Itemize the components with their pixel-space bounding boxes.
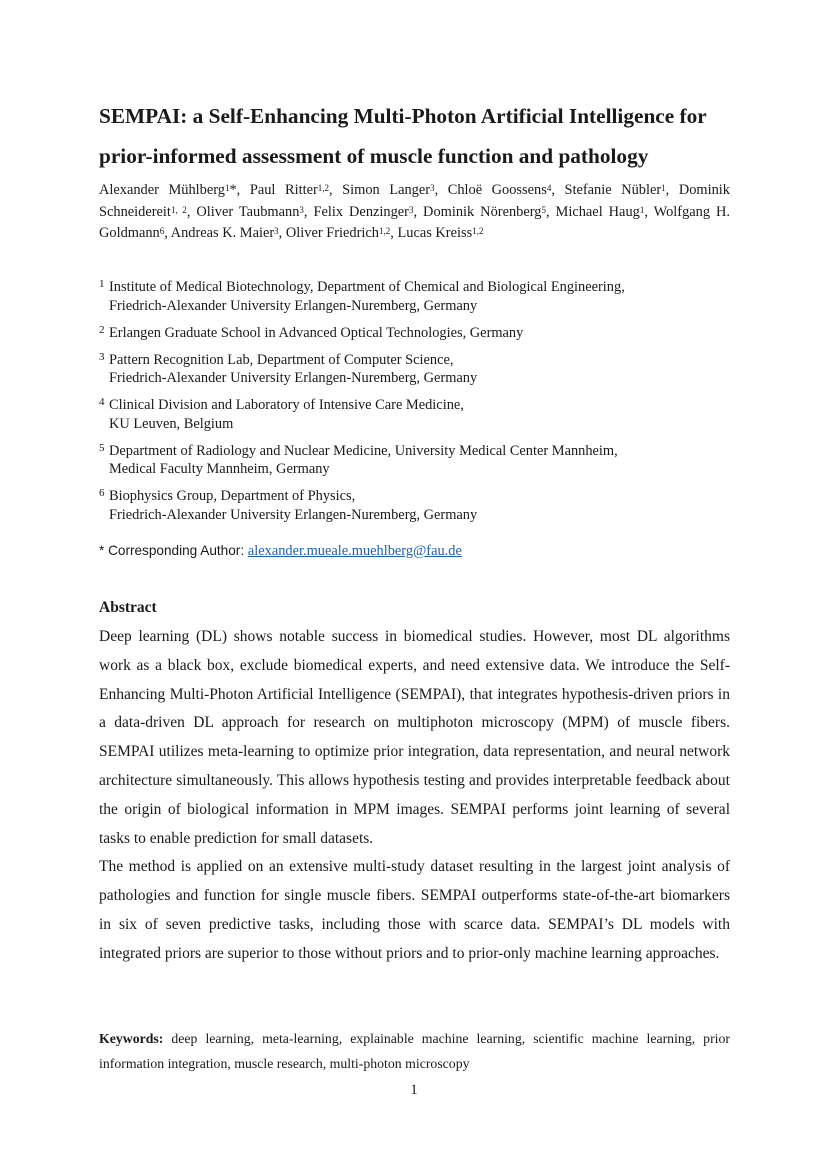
affiliation-number: 3 [99, 350, 105, 363]
abstract-paragraph: The method is applied on an extensive multi-study dataset resulting in the largest joint analysis of pathologies and function for single muscle fibers. SEMPAI outperforms state-of-the-art biomarkers in six of seven predictive tasks, including those with scarce data. SEMPAI’s DL models with integrated priors are superior to those without priors and to prior-only machine learning approaches. [99, 858, 730, 962]
author: Andreas K. Maier$^3$, [170, 225, 286, 241]
affiliation-number: 4 [99, 396, 105, 408]
abstract-paragraph: Deep learning (DL) shows notable success in biomedical studies. However, most DL algorithms work as a black box, exclude biomedical experts, and need extensive data. We introduce the Self-Enhancing Multi-Photon Artificial Intelligence (SEMPAI), that integrates hypothesis-driven priors in a data-driven DL approach for research on multiphoton microscopy (MPM) of muscle fibers. SEMPAI utilizes meta-learning to optimize prior integration, data representation, and neural network architecture simultaneously. This allows hypothesis testing and provides interpretable feedback about the origin of biological information in MPM images. SEMPAI performs joint learning of several tasks to enable prediction for small datasets. [99, 628, 730, 847]
author: Wolfgang H. Goldmann$^6$, [99, 203, 731, 241]
abstract-heading: Abstract [99, 599, 157, 616]
affiliation-line: Erlangen Graduate School in Advanced Optical Technologies, Germany [109, 324, 524, 341]
keywords-text: deep learning, meta-learning, explainable machine learning, scientific machine learning, prior information integration, muscle research, multi-photon microscopy [99, 1031, 730, 1071]
abstract-body [99, 623, 730, 969]
affiliation-number: 2 [99, 323, 105, 336]
page-number: 1 [410, 1082, 418, 1098]
author: Lucas Kreiss$^{1,2}$ [397, 225, 484, 241]
affiliation-line: Friedrich-Alexander University Erlangen-Nuremberg, Germany [109, 370, 478, 386]
author: Simon Langer$^3$, [342, 182, 448, 198]
author: Stefanie Nübler$^1$, [564, 182, 679, 198]
affiliation-6 [99, 487, 730, 524]
affiliation-4 [99, 396, 730, 433]
keywords [99, 1027, 730, 1076]
affiliation-line: Pattern Recognition Lab, Department of Computer Science, [109, 351, 454, 368]
affiliation-list [99, 278, 730, 533]
paper-title: SEMPAI: a Self-Enhancing Multi-Photon Artificial Intelligence for prior-informed assessment of muscle function and pathology [99, 104, 707, 168]
author: Chloë Goossens$^4$, [447, 182, 565, 198]
affiliation-number: 5 [99, 441, 105, 454]
author: Dominik Schneidereit$^{1, 2}$, [99, 182, 730, 220]
author: Oliver Friedrich$^{1,2}$, [285, 225, 398, 241]
author: Oliver Taubmann$^3$, [196, 203, 314, 220]
keywords-label: Keywords: [99, 1031, 164, 1046]
author: Alexander Mühlberg$^1$*, [99, 182, 250, 198]
author: Paul Ritter$^{1,2}$, [249, 182, 343, 198]
corresponding-email-link[interactable]: alexander.mueale.muehlberg@fau.de [247, 543, 462, 559]
affiliation-2 [99, 324, 730, 343]
corresponding-author [99, 541, 730, 561]
affiliation-number: 6 [99, 487, 105, 499]
affiliation-line: Friedrich-Alexander University Erlangen-Nuremberg, Germany [109, 506, 478, 523]
affiliation-line: Clinical Division and Laboratory of Intensive Care Medicine, [109, 397, 464, 413]
affiliation-number: 1 [99, 278, 105, 290]
affiliation-line: Institute of Medical Biotechnology, Department of Chemical and Biological Engineering, [109, 279, 625, 295]
affiliation-5 [99, 442, 730, 479]
author: Felix Denzinger$^3$, [313, 203, 424, 220]
affiliation-line: Medical Faculty Mannheim, Germany [109, 461, 330, 477]
author-list [99, 180, 730, 245]
affiliation-line: Friedrich-Alexander University Erlangen-Nuremberg, Germany [109, 297, 478, 314]
affiliation-3 [99, 351, 730, 388]
author: Dominik Nörenberg$^5$, [423, 203, 556, 220]
corresponding-label: * Corresponding Author: [99, 543, 248, 558]
affiliation-line: Biophysics Group, Department of Physics, [109, 488, 356, 504]
author: Michael Haug$^1$, [555, 203, 654, 220]
affiliation-1 [99, 278, 730, 315]
affiliation-line: KU Leuven, Belgium [109, 415, 234, 432]
affiliation-line: Department of Radiology and Nuclear Medicine, University Medical Center Mannheim, [109, 442, 618, 459]
